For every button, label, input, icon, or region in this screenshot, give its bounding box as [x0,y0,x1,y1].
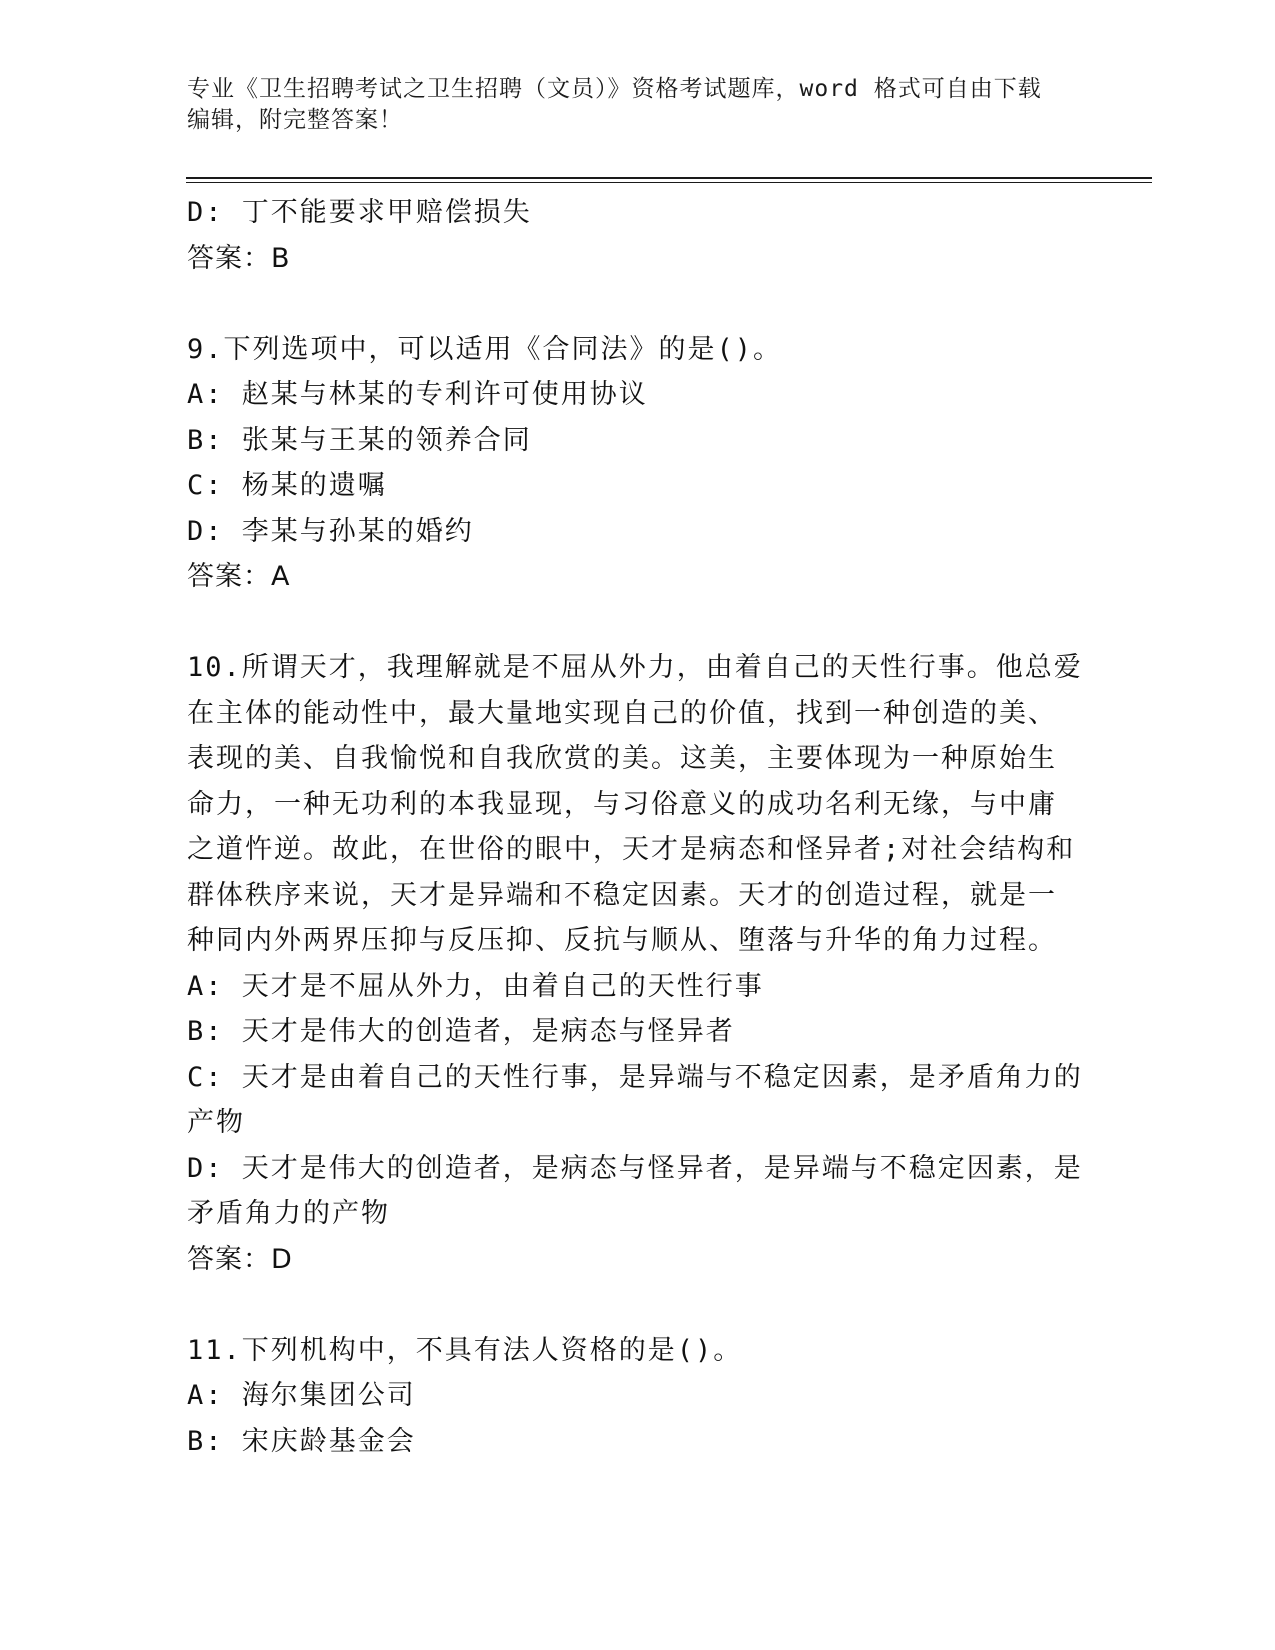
q10-stem-line: 命力，一种无功利的本我显现，与习俗意义的成功名利无缘，与中庸 [187,788,1057,820]
q10-stem-line: 10.所谓天才，我理解就是不屈从外力，由着自己的天性行事。他总爱 [187,652,1083,683]
q10-option-a: A: 天才是不屈从外力，由着自己的天性行事 [187,970,764,1002]
q11-option-b: B: 宋庆龄基金会 [187,1425,416,1457]
q8-option-d: D: 丁不能要求甲赔偿损失 [187,197,532,228]
spacer [187,1282,1087,1328]
q10-option-d-line: 矛盾角力的产物 [187,1198,390,1229]
q10-stem-line: 种同内外两界压抑与反压抑、反抗与顺从、堕落与升华的角力过程。 [187,925,1057,956]
q8-answer: 答案：B [187,242,291,274]
q9-option-a: A: 赵某与林某的专利许可使用协议 [187,379,648,410]
q10-option-d-line: D: 天才是伟大的创造者，是病态与怪异者，是异端与不稳定因素，是 [187,1152,1083,1184]
q10-option-b: B: 天才是伟大的创造者，是病态与怪异者 [187,1016,735,1047]
header-line-2: 编辑，附完整答案！ [187,107,403,133]
q10-option-c-line: 产物 [187,1107,245,1138]
header-rule-thick [186,177,1152,179]
q9-stem: 9.下列选项中，可以适用《合同法》的是()。 [187,333,783,365]
q10-stem-line: 之道忤逆。故此，在世俗的眼中，天才是病态和怪异者;对社会结构和 [187,834,1076,865]
q9-option-b: B: 张某与王某的领养合同 [187,424,532,456]
q9-answer: 答案：A [187,561,291,592]
q10-option-c-line: C: 天才是由着自己的天性行事，是异端与不稳定因素，是矛盾角力的 [187,1061,1083,1093]
question-content [187,190,1087,1464]
q10-stem-line: 群体秩序来说，天才是异端和不稳定因素。天才的创造过程，就是一 [187,879,1057,911]
q11-stem: 11.下列机构中，不具有法人资格的是()。 [187,1334,743,1366]
q9-option-d: D: 李某与孙某的婚约 [187,515,474,547]
q11-option-a: A: 海尔集团公司 [187,1380,416,1411]
q10-stem-line: 在主体的能动性中，最大量地实现自己的价值，找到一种创造的美、 [187,697,1057,729]
header-line-1: 专业《卫生招聘考试之卫生招聘（文员）》资格考试题库，word 格式可自由下载 [187,76,1042,102]
q10-answer: 答案：D [187,1243,293,1275]
spacer [187,281,1087,327]
spacer [187,600,1087,646]
document-header [187,74,1087,136]
q9-option-c: C: 杨某的遗嘱 [187,470,387,501]
header-rule-thin [186,182,1152,183]
q10-stem-line: 表现的美、自我愉悦和自我欣赏的美。这美，主要体现为一种原始生 [187,743,1057,774]
